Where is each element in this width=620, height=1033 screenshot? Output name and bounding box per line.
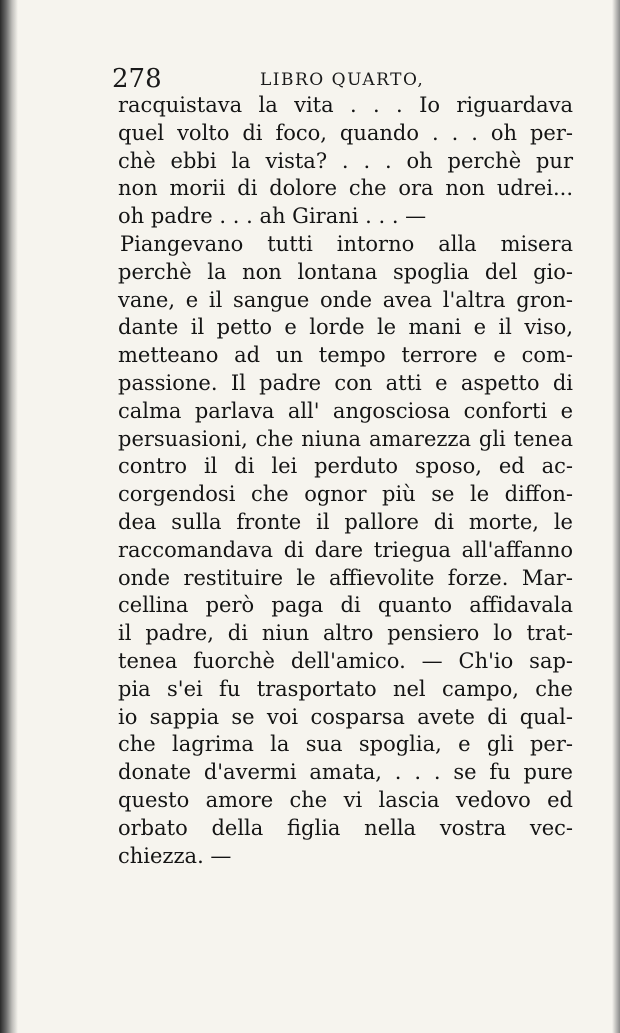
text-line: persuasioni, che niuna amarezza gli tenea bbox=[118, 426, 573, 451]
page-number: 278 bbox=[112, 64, 162, 94]
text-line: perchè la non lontana spoglia del gio- bbox=[118, 259, 573, 284]
text-line: questo amore che vi lascia vedovo ed bbox=[118, 787, 573, 812]
text-line: io sappia se voi cosparsa avete di qual- bbox=[118, 704, 573, 729]
text-line: dante il petto e lorde le mani e il viso, bbox=[118, 315, 573, 340]
text-line: metteano ad un tempo terrore e com- bbox=[118, 343, 573, 368]
page-binding-edge bbox=[0, 0, 18, 1033]
text-line: corgendosi che ognor più se le diffon- bbox=[118, 482, 573, 507]
page-header bbox=[112, 62, 452, 96]
text-line: tenea fuorchè dell'amico. — Ch'io sap- bbox=[118, 648, 573, 673]
text-line: dea sulla fronte il pallore di morte, le bbox=[118, 509, 573, 534]
page-outer-edge bbox=[612, 0, 620, 1033]
text-line: il padre, di niun altro pensiero lo trat- bbox=[118, 621, 573, 646]
text-line: orbato della figlia nella vostra vec- bbox=[118, 815, 573, 840]
text-line: raccomandava di dare triegua all'affanno bbox=[118, 537, 573, 562]
text-line: donate d'avermi amata, . . . se fu pure bbox=[118, 760, 573, 785]
text-line: quel volto di foco, quando . . . oh per- bbox=[118, 120, 573, 145]
running-title: LIBRO QUARTO, bbox=[260, 70, 425, 90]
text-line: cellina però paga di quanto affidavala bbox=[118, 593, 573, 618]
text-line: non morii di dolore che ora non udrei... bbox=[118, 176, 573, 201]
text-line: vane, e il sangue onde avea l'altra gron- bbox=[118, 287, 573, 312]
text-line: oh padre . . . ah Girani . . . — bbox=[118, 204, 427, 229]
text-line: passione. Il padre con atti e aspetto di bbox=[118, 370, 573, 395]
text-line: chiezza. — bbox=[118, 843, 232, 868]
body-text bbox=[118, 92, 573, 870]
text-line: pia s'ei fu trasportato nel campo, che bbox=[118, 676, 573, 701]
text-line: chè ebbi la vista? . . . oh perchè pur bbox=[118, 148, 573, 173]
text-line: racquistava la vita . . . Io riguardava bbox=[118, 93, 573, 117]
text-line: contro il di lei perduto sposo, ed ac- bbox=[118, 454, 573, 479]
text-line: onde restituire le affievolite forze. Mar- bbox=[118, 565, 573, 590]
text-line: che lagrima la sua spoglia, e gli per- bbox=[118, 732, 573, 757]
text-line: calma parlava all' angosciosa conforti e bbox=[118, 398, 573, 423]
text-line: Piangevano tutti intorno alla misera bbox=[120, 231, 573, 256]
